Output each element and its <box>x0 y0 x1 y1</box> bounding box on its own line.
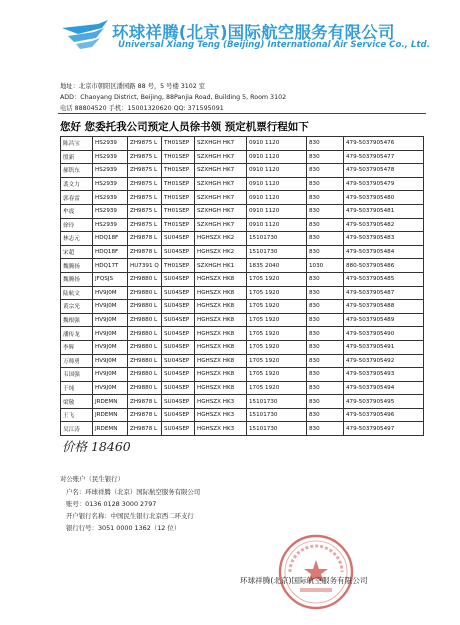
table-cell: 0910 1120 <box>247 218 307 232</box>
table-cell: HGHSZX HK8 <box>195 381 247 395</box>
table-cell: HV9J0M <box>93 340 128 354</box>
table-cell: 479-5037905479 <box>344 177 424 191</box>
table-cell: 479-5037905489 <box>344 313 424 327</box>
table-cell: 吴江涛 <box>61 422 93 436</box>
bank-code: 银行行号：3051 0000 1362（12 位） <box>66 524 181 532</box>
table-cell: 830 <box>307 272 344 286</box>
table-cell: 万师勇 <box>61 354 93 368</box>
table-cell: 15101730 <box>247 245 307 259</box>
table-cell: HS2939 <box>93 204 128 218</box>
table-row <box>61 300 424 314</box>
table-cell: 0910 1120 <box>247 150 307 164</box>
table-cell: 830 <box>307 422 344 436</box>
table-cell: 479-5037905488 <box>344 300 424 314</box>
table-cell: TH01SEP <box>162 137 195 151</box>
address-cn: 地址：北京市朝阳区潘园路 88 号，5 号楼 3102 室 <box>60 83 206 90</box>
bank-name: 开户银行名称：中国民生银行北京西二环支行 <box>66 512 194 520</box>
table-cell: HV9J0M <box>93 327 128 341</box>
table-cell: ZH9880 L <box>128 327 162 341</box>
table-cell: 830 <box>307 164 344 178</box>
itinerary-table-body <box>61 137 424 436</box>
table-row <box>61 272 424 286</box>
table-cell: 1705 1920 <box>247 368 307 382</box>
bank-account-name: 户名：环球祥腾（北京）国际航空服务有限公司 <box>66 488 201 496</box>
table-cell: SZXHGH HK7 <box>195 191 247 205</box>
table-cell: 1705 1920 <box>247 354 307 368</box>
table-cell: 479-5037905476 <box>344 137 424 151</box>
table-cell: HGHSZX HK2 <box>195 245 247 259</box>
table-cell: 479-5037905493 <box>344 368 424 382</box>
table-row <box>61 286 424 300</box>
table-cell: 1835 2040 <box>247 259 307 273</box>
table-cell: SU04SEP <box>162 272 195 286</box>
table-cell: HGHSZX HK2 <box>195 232 247 246</box>
table-cell: HV9J0M <box>93 368 128 382</box>
company-name-en: Universal Xiang Teng (Beijing) International Air Service Co., Ltd. <box>118 40 430 50</box>
table-cell: HGHSZX HK8 <box>195 286 247 300</box>
table-cell: 479-5037905482 <box>344 218 424 232</box>
table-cell: JRDEMN <box>93 422 128 436</box>
table-cell: 0910 1120 <box>247 164 307 178</box>
table-row <box>61 381 424 395</box>
table-cell: ZH9878 L <box>128 408 162 422</box>
table-cell: SU04SEP <box>162 300 195 314</box>
table-cell: 830 <box>307 395 344 409</box>
table-cell: TH01SEP <box>162 204 195 218</box>
table-cell: 830 <box>307 354 344 368</box>
table-cell: SZXHGH HK7 <box>195 177 247 191</box>
table-cell: JRDEMN <box>93 395 128 409</box>
table-cell: 魏腾扬 <box>61 272 93 286</box>
table-cell: 15101730 <box>247 395 307 409</box>
table-cell: SU04SEP <box>162 395 195 409</box>
table-cell: 830 <box>307 381 344 395</box>
table-row <box>61 245 424 259</box>
table-cell: SU04SEP <box>162 286 195 300</box>
table-cell: SZXHGH HK7 <box>195 137 247 151</box>
table-cell: 0910 1120 <box>247 177 307 191</box>
table-cell: SZXHGH HK7 <box>195 164 247 178</box>
table-cell: 1705 1920 <box>247 340 307 354</box>
table-cell: TH01SEP <box>162 259 195 273</box>
table-cell: 于纯 <box>61 381 93 395</box>
table-cell: ZH9875 L <box>128 218 162 232</box>
table-row <box>61 204 424 218</box>
table-cell: 479-5037905487 <box>344 286 424 300</box>
table-cell: HS2939 <box>93 218 128 232</box>
table-cell: SZXHGH HK7 <box>195 204 247 218</box>
table-cell: 479-5037905494 <box>344 381 424 395</box>
table-row <box>61 422 424 436</box>
table-cell: 830 <box>307 300 344 314</box>
company-logo-icon <box>58 18 112 52</box>
table-cell: 黄宗光 <box>61 300 93 314</box>
table-cell: HGHSZX HK8 <box>195 340 247 354</box>
table-row <box>61 408 424 422</box>
table-cell: HU7391 Q <box>128 259 162 273</box>
table-cell: ZH9875 L <box>128 191 162 205</box>
table-cell: 陆航文 <box>61 286 93 300</box>
table-cell: 830 <box>307 340 344 354</box>
table-cell: 479-5037905490 <box>344 327 424 341</box>
table-cell: ZH9878 L <box>128 232 162 246</box>
table-cell: ZH9880 L <box>128 286 162 300</box>
table-cell: 830 <box>307 232 344 246</box>
table-cell: HS2939 <box>93 177 128 191</box>
table-cell: HGHSZX HK3 <box>195 395 247 409</box>
company-name-cn: 环球祥腾(北京)国际航空服务有限公司 <box>112 23 395 42</box>
table-cell: SZXHGH HK7 <box>195 150 247 164</box>
table-cell: SU04SEP <box>162 408 195 422</box>
table-cell: 479-5037905484 <box>344 245 424 259</box>
greeting-text: 您好 您委托我公司预定人员徐书领 预定机票行程如下 <box>60 121 309 133</box>
table-cell: ZH9875 L <box>128 164 162 178</box>
address-en: ADD：Chaoyang District, Beijing, 88Panjia Road, Building 5, Room 3102 <box>60 94 287 101</box>
table-row <box>61 232 424 246</box>
table-cell: 830 <box>307 177 344 191</box>
table-row <box>61 340 424 354</box>
table-cell: 479-5037905497 <box>344 422 424 436</box>
table-cell: 韦国强 <box>61 368 93 382</box>
table-cell: HDQ18F <box>93 245 128 259</box>
table-cell: HS2939 <box>93 137 128 151</box>
table-row <box>61 164 424 178</box>
table-cell: ZH9880 L <box>128 300 162 314</box>
table-cell: 牟震 <box>61 204 93 218</box>
header-divider <box>58 113 426 114</box>
table-cell: 1705 1920 <box>247 381 307 395</box>
table-row <box>61 395 424 409</box>
table-cell: 1705 1920 <box>247 272 307 286</box>
table-cell: 830 <box>307 368 344 382</box>
table-cell: 479-5037905491 <box>344 340 424 354</box>
contact-phone: 电话 88804520 手机：15001320620 QQ: 371595091 <box>60 105 224 112</box>
table-row <box>61 137 424 151</box>
table-row <box>61 177 424 191</box>
table-cell: 陈昌宝 <box>61 137 93 151</box>
table-cell: SU04SEP <box>162 232 195 246</box>
table-cell: 479-5037905481 <box>344 204 424 218</box>
table-cell: ZH9880 L <box>128 381 162 395</box>
table-cell: 830 <box>307 327 344 341</box>
table-cell: 王飞 <box>61 408 93 422</box>
table-cell: 1705 1920 <box>247 313 307 327</box>
table-cell: 479-5037905496 <box>344 408 424 422</box>
table-cell: ZH9880 L <box>128 354 162 368</box>
table-cell: TH01SEP <box>162 150 195 164</box>
table-cell: 479-5037905492 <box>344 354 424 368</box>
table-cell: SZXHGH HK1 <box>195 259 247 273</box>
table-cell: HS2939 <box>93 164 128 178</box>
table-cell: 梁敬 <box>61 395 93 409</box>
table-row <box>61 259 424 273</box>
table-cell: SU04SEP <box>162 422 195 436</box>
table-cell: 15101730 <box>247 408 307 422</box>
table-cell: HV9J0M <box>93 286 128 300</box>
table-cell: ZH9880 L <box>128 272 162 286</box>
table-cell: 李辉 <box>61 340 93 354</box>
table-cell: ZH9875 L <box>128 204 162 218</box>
table-cell: 15101730 <box>247 232 307 246</box>
table-cell: 1705 1920 <box>247 286 307 300</box>
table-cell: HGHSZX HK8 <box>195 354 247 368</box>
table-cell: 郭春雷 <box>61 191 93 205</box>
table-cell: HS2939 <box>93 150 128 164</box>
table-cell: 479-5037905483 <box>344 232 424 246</box>
table-cell: HGHSZX HK8 <box>195 313 247 327</box>
table-cell: HGHSZX HK3 <box>195 408 247 422</box>
table-row <box>61 218 424 232</box>
table-cell: 魏根强 <box>61 313 93 327</box>
table-cell: ZH9878 L <box>128 395 162 409</box>
itinerary-table <box>60 136 424 436</box>
table-row <box>61 354 424 368</box>
table-cell: ZH9880 L <box>128 340 162 354</box>
table-cell: TH01SEP <box>162 164 195 178</box>
table-cell: 15101730 <box>247 422 307 436</box>
table-cell: HDQ17T <box>93 259 128 273</box>
table-cell: 830 <box>307 245 344 259</box>
total-price: 价格 18460 <box>62 439 131 454</box>
table-cell: JFQSJS <box>93 272 128 286</box>
table-row <box>61 313 424 327</box>
table-row <box>61 150 424 164</box>
table-cell: ZH9878 L <box>128 422 162 436</box>
table-cell: HGHSZX HK3 <box>195 422 247 436</box>
table-cell: HGHSZX HK8 <box>195 272 247 286</box>
table-row <box>61 327 424 341</box>
table-cell: ZH9875 L <box>128 150 162 164</box>
table-cell: 479-5037905495 <box>344 395 424 409</box>
table-cell: SU04SEP <box>162 313 195 327</box>
table-cell: 830 <box>307 191 344 205</box>
table-cell: 830 <box>307 137 344 151</box>
table-cell: JRDEMN <box>93 408 128 422</box>
table-cell: SU04SEP <box>162 245 195 259</box>
table-cell: SU04SEP <box>162 340 195 354</box>
table-cell: 1030 <box>307 259 344 273</box>
table-cell: 479-5037905485 <box>344 272 424 286</box>
table-row <box>61 191 424 205</box>
table-cell: ZH9878 L <box>128 245 162 259</box>
table-cell: 479-5037905480 <box>344 191 424 205</box>
table-cell: ZH9880 L <box>128 313 162 327</box>
table-cell: 魏腾扬 <box>61 259 93 273</box>
table-cell: HGHSZX HK8 <box>195 368 247 382</box>
table-cell: 殷新 <box>61 150 93 164</box>
table-cell: 479-5037905477 <box>344 150 424 164</box>
table-cell: 830 <box>307 218 344 232</box>
table-cell: 林志元 <box>61 232 93 246</box>
table-cell: 479-5037905478 <box>344 164 424 178</box>
table-cell: TH01SEP <box>162 177 195 191</box>
table-cell: 830 <box>307 204 344 218</box>
table-cell: ZH9875 L <box>128 137 162 151</box>
table-cell: 1705 1920 <box>247 327 307 341</box>
table-cell: HGHSZX HK8 <box>195 300 247 314</box>
table-cell: HV9J0M <box>93 300 128 314</box>
table-cell: 830 <box>307 313 344 327</box>
footer-company-name: 环球祥腾(北京)国际航空服务有限公司 <box>240 576 368 585</box>
table-cell: ZH9880 L <box>128 368 162 382</box>
table-cell: TH01SEP <box>162 191 195 205</box>
table-cell: HV9J0M <box>93 354 128 368</box>
table-cell: SU04SEP <box>162 381 195 395</box>
table-cell: 830 <box>307 286 344 300</box>
table-row <box>61 368 424 382</box>
table-cell: 徐玲 <box>61 218 93 232</box>
company-seal-stamp <box>276 532 356 612</box>
table-cell: 潘传龙 <box>61 327 93 341</box>
table-cell: 830 <box>307 408 344 422</box>
table-cell: 裴文力 <box>61 177 93 191</box>
table-cell: SU04SEP <box>162 354 195 368</box>
table-cell: 830 <box>307 150 344 164</box>
table-cell: 宋超 <box>61 245 93 259</box>
table-cell: SU04SEP <box>162 368 195 382</box>
bank-account-title: 对公账户（民生银行） <box>60 475 124 483</box>
table-cell: HV9J0M <box>93 313 128 327</box>
table-cell: 0910 1120 <box>247 204 307 218</box>
table-cell: HS2939 <box>93 191 128 205</box>
table-cell: HV9J0M <box>93 381 128 395</box>
bank-account-number: 账号：0136 0128 3000 2797 <box>66 500 157 508</box>
table-cell: HGHSZX HK8 <box>195 327 247 341</box>
table-cell: 0910 1120 <box>247 191 307 205</box>
table-cell: SZXHGH HK7 <box>195 218 247 232</box>
table-cell: TH01SEP <box>162 218 195 232</box>
table-cell: SU04SEP <box>162 327 195 341</box>
table-cell: 1705 1920 <box>247 300 307 314</box>
table-cell: 880-5037905486 <box>344 259 424 273</box>
table-cell: 郝钒东 <box>61 164 93 178</box>
table-cell: 0910 1120 <box>247 137 307 151</box>
table-cell: HDQ18F <box>93 232 128 246</box>
table-cell: ZH9875 L <box>128 177 162 191</box>
